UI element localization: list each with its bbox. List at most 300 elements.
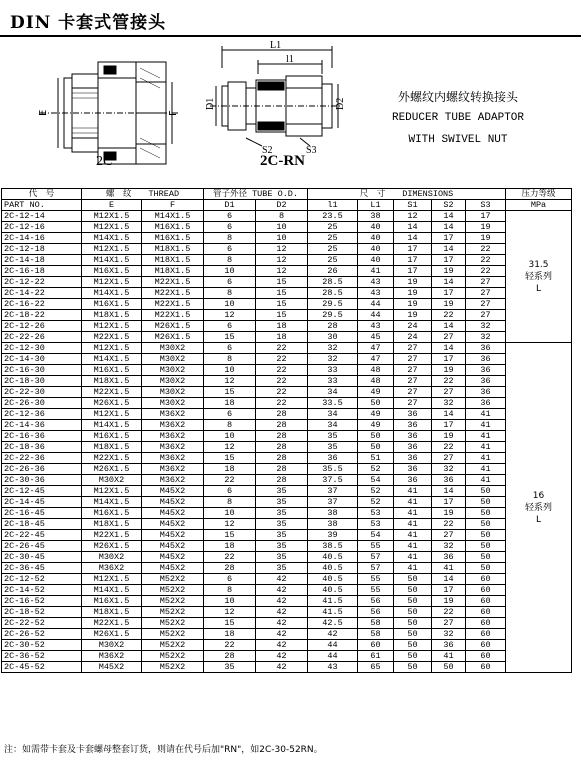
title-divider bbox=[0, 35, 581, 37]
table-cell: M52X2 bbox=[142, 651, 204, 662]
table-cell: 28 bbox=[256, 464, 308, 475]
table-cell: 50 bbox=[394, 629, 432, 640]
table-cell: M18X1.5 bbox=[142, 255, 204, 266]
table-cell: 27 bbox=[466, 299, 506, 310]
table-cell: 2C-12-16 bbox=[2, 222, 82, 233]
table-cell: 36 bbox=[466, 376, 506, 387]
table-cell: 36 bbox=[466, 354, 506, 365]
table-cell: 22 bbox=[256, 365, 308, 376]
table-cell: M30X2 bbox=[82, 552, 142, 563]
table-cell: 36 bbox=[394, 475, 432, 486]
table-row bbox=[2, 563, 572, 574]
table-cell: 36 bbox=[466, 398, 506, 409]
table-cell: 17 bbox=[432, 497, 466, 508]
table-cell: 33.5 bbox=[308, 398, 358, 409]
dim-e-label: E bbox=[38, 109, 49, 116]
table-cell: 34 bbox=[308, 409, 358, 420]
table-row bbox=[2, 453, 572, 464]
header-dimensions: 尺 寸 DIMENSIONS bbox=[308, 189, 506, 200]
table-cell: 42 bbox=[256, 585, 308, 596]
table-cell: 19 bbox=[432, 266, 466, 277]
table-cell: 57 bbox=[358, 552, 394, 563]
table-cell: M26X1.5 bbox=[142, 332, 204, 343]
table-cell: 60 bbox=[466, 618, 506, 629]
table-cell: 41 bbox=[466, 442, 506, 453]
table-row bbox=[2, 596, 572, 607]
table-cell: 38 bbox=[308, 519, 358, 530]
table-cell: 2C-12-14 bbox=[2, 211, 82, 222]
table-cell: 35 bbox=[256, 541, 308, 552]
table-cell: 36 bbox=[394, 442, 432, 453]
table-cell: 18 bbox=[204, 398, 256, 409]
table-cell: 12 bbox=[204, 376, 256, 387]
table-cell: 2C-18-22 bbox=[2, 310, 82, 321]
header-f: F bbox=[142, 200, 204, 211]
table-cell: 2C-14-36 bbox=[2, 420, 82, 431]
header-code: 代 号 bbox=[2, 189, 82, 200]
table-row bbox=[2, 354, 572, 365]
table-cell: M30X2 bbox=[82, 640, 142, 651]
table-cell: 43 bbox=[308, 662, 358, 673]
table-cell: 27 bbox=[394, 343, 432, 354]
table-cell: 6 bbox=[204, 574, 256, 585]
pressure-class-line3: L bbox=[535, 283, 541, 294]
table-cell: 12 bbox=[256, 266, 308, 277]
table-cell: 15 bbox=[204, 332, 256, 343]
table-cell: 50 bbox=[466, 563, 506, 574]
table-cell: M16X1.5 bbox=[82, 431, 142, 442]
table-row bbox=[2, 299, 572, 310]
description-en-line2: WITH SWIVEL NUT bbox=[408, 134, 508, 146]
table-cell: 27 bbox=[466, 277, 506, 288]
table-cell: 32 bbox=[466, 332, 506, 343]
table-cell: 2C-26-30 bbox=[2, 398, 82, 409]
table-cell: 38 bbox=[308, 508, 358, 519]
table-cell: 14 bbox=[432, 574, 466, 585]
table-cell: 37 bbox=[308, 497, 358, 508]
table-cell: 14 bbox=[394, 233, 432, 244]
description-en-line1: REDUCER TUBE ADAPTOR bbox=[391, 112, 525, 124]
table-cell: 8 bbox=[256, 211, 308, 222]
table-cell: 27 bbox=[432, 453, 466, 464]
table-row bbox=[2, 431, 572, 442]
table-cell: 27 bbox=[394, 376, 432, 387]
table-row bbox=[2, 288, 572, 299]
table-cell: 2C-18-36 bbox=[2, 442, 82, 453]
header-s1: S1 bbox=[394, 200, 432, 211]
table-row bbox=[2, 552, 572, 563]
table-cell: 36 bbox=[432, 640, 466, 651]
table-cell: 27 bbox=[432, 387, 466, 398]
table-cell: 35 bbox=[256, 519, 308, 530]
table-cell: 60 bbox=[466, 640, 506, 651]
table-cell: 18 bbox=[204, 629, 256, 640]
table-cell: 2C-12-18 bbox=[2, 244, 82, 255]
table-cell: 22 bbox=[466, 255, 506, 266]
table-cell: M22X1.5 bbox=[82, 618, 142, 629]
table-row bbox=[2, 574, 572, 585]
pressure-class-line1: 16 bbox=[532, 490, 545, 501]
table-cell: M12X1.5 bbox=[82, 244, 142, 255]
table-cell: 25 bbox=[308, 222, 358, 233]
table-cell: 2C-14-18 bbox=[2, 255, 82, 266]
table-cell: 41 bbox=[394, 508, 432, 519]
table-cell: 15 bbox=[204, 453, 256, 464]
table-cell: M30X2 bbox=[142, 398, 204, 409]
table-cell: M18X1.5 bbox=[142, 266, 204, 277]
table-cell: 44 bbox=[358, 299, 394, 310]
table-cell: 32 bbox=[432, 398, 466, 409]
table-cell: 2C-16-22 bbox=[2, 299, 82, 310]
table-cell: M45X2 bbox=[142, 563, 204, 574]
table-cell: 41 bbox=[466, 431, 506, 442]
table-cell: 36 bbox=[432, 475, 466, 486]
table-row bbox=[2, 662, 572, 673]
table-cell: 10 bbox=[204, 365, 256, 376]
table-cell: 2C-26-52 bbox=[2, 629, 82, 640]
table-cell: 25 bbox=[308, 244, 358, 255]
table-cell: 28 bbox=[204, 563, 256, 574]
table-cell: 44 bbox=[308, 640, 358, 651]
table-cell: 35.5 bbox=[308, 464, 358, 475]
table-cell: M52X2 bbox=[142, 662, 204, 673]
table-cell: 42 bbox=[256, 618, 308, 629]
table-cell: 53 bbox=[358, 519, 394, 530]
table-cell: 17 bbox=[432, 354, 466, 365]
table-cell: M14X1.5 bbox=[82, 233, 142, 244]
table-cell: 60 bbox=[466, 607, 506, 618]
table-cell: 36 bbox=[466, 343, 506, 354]
table-cell: M30X2 bbox=[142, 376, 204, 387]
table-cell: 50 bbox=[466, 530, 506, 541]
table-cell: M52X2 bbox=[142, 585, 204, 596]
table-row bbox=[2, 607, 572, 618]
table-cell: 52 bbox=[358, 486, 394, 497]
table-cell: 40.5 bbox=[308, 563, 358, 574]
table-cell: 19 bbox=[432, 596, 466, 607]
table-cell: 65 bbox=[358, 662, 394, 673]
table-row bbox=[2, 233, 572, 244]
table-cell: 2C-18-52 bbox=[2, 607, 82, 618]
table-cell: M16X1.5 bbox=[82, 596, 142, 607]
table-cell: M12X1.5 bbox=[82, 486, 142, 497]
dim-f-label: F bbox=[168, 110, 179, 116]
table-cell: 53 bbox=[358, 508, 394, 519]
table-cell: 44 bbox=[358, 310, 394, 321]
table-cell: 36 bbox=[394, 431, 432, 442]
table-cell: 10 bbox=[256, 233, 308, 244]
table-cell: M30X2 bbox=[82, 475, 142, 486]
table-cell: 19 bbox=[432, 431, 466, 442]
table-cell: M18X1.5 bbox=[82, 519, 142, 530]
table-cell: 12 bbox=[204, 442, 256, 453]
table-cell: 6 bbox=[204, 409, 256, 420]
table-cell: 22 bbox=[432, 607, 466, 618]
table-cell: 17 bbox=[432, 288, 466, 299]
table-cell: 17 bbox=[466, 211, 506, 222]
table-cell: 36 bbox=[394, 453, 432, 464]
table-cell: 41 bbox=[394, 552, 432, 563]
table-cell: M36X2 bbox=[142, 453, 204, 464]
table-cell: 27 bbox=[394, 354, 432, 365]
table-cell: 28 bbox=[308, 321, 358, 332]
table-cell: 40.5 bbox=[308, 574, 358, 585]
table-cell: 42 bbox=[256, 629, 308, 640]
table-cell: 2C-30-52 bbox=[2, 640, 82, 651]
pressure-class-line1: 31.5 bbox=[528, 259, 549, 270]
table-cell: 36 bbox=[308, 453, 358, 464]
pressure-class-line2: 轻系列 bbox=[524, 502, 552, 513]
table-cell: 29.5 bbox=[308, 299, 358, 310]
pressure-class-cell bbox=[506, 343, 572, 673]
table-cell: 50 bbox=[394, 574, 432, 585]
table-cell: 10 bbox=[204, 431, 256, 442]
drawing-2crn bbox=[210, 46, 340, 146]
table-cell: M30X2 bbox=[142, 354, 204, 365]
table-row bbox=[2, 387, 572, 398]
header-pressure: 压力等级 bbox=[506, 189, 572, 200]
table-cell: M22X1.5 bbox=[142, 277, 204, 288]
table-cell: 2C-22-45 bbox=[2, 530, 82, 541]
table-cell: 8 bbox=[204, 420, 256, 431]
header-row-2 bbox=[2, 200, 572, 211]
table-cell: M12X1.5 bbox=[82, 409, 142, 420]
table-cell: M12X1.5 bbox=[82, 321, 142, 332]
table-cell: 41 bbox=[394, 563, 432, 574]
table-cell: M22X1.5 bbox=[142, 299, 204, 310]
table-cell: 41 bbox=[432, 651, 466, 662]
table-cell: 60 bbox=[466, 629, 506, 640]
table-cell: 56 bbox=[358, 607, 394, 618]
table-cell: 27 bbox=[466, 310, 506, 321]
table-cell: 22 bbox=[204, 552, 256, 563]
table-cell: 38.5 bbox=[308, 541, 358, 552]
table-cell: M14X1.5 bbox=[82, 497, 142, 508]
dim-s2-label: S2 bbox=[262, 145, 273, 156]
table-row bbox=[2, 629, 572, 640]
table-cell: 36 bbox=[394, 464, 432, 475]
table-cell: 17 bbox=[432, 585, 466, 596]
table-cell: 58 bbox=[358, 618, 394, 629]
table-cell: 6 bbox=[204, 321, 256, 332]
table-row bbox=[2, 409, 572, 420]
header-l1: L1 bbox=[358, 200, 394, 211]
table-cell: M45X2 bbox=[142, 497, 204, 508]
table-cell: 19 bbox=[432, 299, 466, 310]
table-row bbox=[2, 321, 572, 332]
table-cell: 2C-16-18 bbox=[2, 266, 82, 277]
table-cell: 6 bbox=[204, 244, 256, 255]
table-cell: M26X1.5 bbox=[82, 464, 142, 475]
table-cell: 28 bbox=[256, 420, 308, 431]
header-s2: S2 bbox=[432, 200, 466, 211]
table-row bbox=[2, 332, 572, 343]
table-cell: M36X2 bbox=[142, 409, 204, 420]
table-cell: 43 bbox=[358, 288, 394, 299]
table-cell: 58 bbox=[358, 629, 394, 640]
table-cell: 22 bbox=[256, 387, 308, 398]
table-cell: 2C-30-36 bbox=[2, 475, 82, 486]
table-cell: 42 bbox=[256, 607, 308, 618]
table-cell: 41 bbox=[394, 486, 432, 497]
table-cell: 28.5 bbox=[308, 277, 358, 288]
table-cell: M22X1.5 bbox=[82, 387, 142, 398]
table-cell: 22 bbox=[432, 519, 466, 530]
table-cell: 41.5 bbox=[308, 596, 358, 607]
table-cell: 40.5 bbox=[308, 552, 358, 563]
table-cell: M52X2 bbox=[142, 629, 204, 640]
table-cell: 19 bbox=[466, 222, 506, 233]
table-row bbox=[2, 277, 572, 288]
table-cell: 17 bbox=[394, 255, 432, 266]
table-cell: 22 bbox=[256, 398, 308, 409]
table-cell: 2C-26-45 bbox=[2, 541, 82, 552]
table-cell: M18X1.5 bbox=[82, 607, 142, 618]
table-cell: 61 bbox=[358, 651, 394, 662]
table-cell: M18X1.5 bbox=[82, 310, 142, 321]
table-cell: M26X1.5 bbox=[142, 321, 204, 332]
table-cell: M14X1.5 bbox=[82, 288, 142, 299]
table-cell: M45X2 bbox=[142, 508, 204, 519]
table-cell: 50 bbox=[394, 596, 432, 607]
table-row bbox=[2, 343, 572, 354]
table-cell: 50 bbox=[394, 662, 432, 673]
table-cell: 6 bbox=[204, 222, 256, 233]
table-cell: M14X1.5 bbox=[82, 420, 142, 431]
table-cell: 17 bbox=[394, 244, 432, 255]
table-cell: M22X1.5 bbox=[142, 288, 204, 299]
table-cell: M16X1.5 bbox=[142, 222, 204, 233]
table-cell: 32 bbox=[466, 321, 506, 332]
table-cell: 50 bbox=[394, 607, 432, 618]
table-cell: 60 bbox=[466, 662, 506, 673]
table-cell: M16X1.5 bbox=[82, 365, 142, 376]
table-cell: 24 bbox=[394, 321, 432, 332]
table-cell: 50 bbox=[466, 486, 506, 497]
table-cell: 8 bbox=[204, 585, 256, 596]
label-2c: 2C bbox=[96, 154, 113, 169]
table-cell: 35 bbox=[308, 442, 358, 453]
table-cell: 50 bbox=[394, 618, 432, 629]
table-cell: 60 bbox=[358, 640, 394, 651]
table-cell: 42 bbox=[256, 574, 308, 585]
table-cell: 14 bbox=[432, 222, 466, 233]
table-cell: 50 bbox=[466, 541, 506, 552]
table-cell: 36 bbox=[394, 409, 432, 420]
table-cell: 41 bbox=[394, 530, 432, 541]
table-cell: 19 bbox=[394, 299, 432, 310]
table-cell: 36 bbox=[394, 420, 432, 431]
table-cell: 28.5 bbox=[308, 288, 358, 299]
table-cell: 2C-14-16 bbox=[2, 233, 82, 244]
table-cell: 15 bbox=[204, 530, 256, 541]
table-cell: 36 bbox=[432, 552, 466, 563]
table-row bbox=[2, 508, 572, 519]
table-cell: M52X2 bbox=[142, 607, 204, 618]
table-cell: 55 bbox=[358, 585, 394, 596]
table-cell: 41 bbox=[466, 453, 506, 464]
table-cell: 38 bbox=[358, 211, 394, 222]
table-row bbox=[2, 211, 572, 222]
table-cell: 15 bbox=[256, 299, 308, 310]
table-cell: 22 bbox=[256, 354, 308, 365]
table-cell: M12X1.5 bbox=[82, 211, 142, 222]
table-cell: 2C-45-52 bbox=[2, 662, 82, 673]
table-cell: 8 bbox=[204, 354, 256, 365]
table-cell: 40 bbox=[358, 222, 394, 233]
table-cell: M36X2 bbox=[142, 475, 204, 486]
table-cell: 10 bbox=[204, 299, 256, 310]
table-cell: M26X1.5 bbox=[82, 398, 142, 409]
table-cell: 35 bbox=[256, 563, 308, 574]
table-cell: 40.5 bbox=[308, 585, 358, 596]
table-row bbox=[2, 497, 572, 508]
description-cn: 外螺纹内螺纹转换接头 bbox=[397, 90, 518, 104]
table-cell: M45X2 bbox=[142, 552, 204, 563]
pressure-class-line3: L bbox=[535, 514, 541, 525]
table-cell: 15 bbox=[256, 288, 308, 299]
table-cell: M16X1.5 bbox=[82, 508, 142, 519]
table-cell: 40 bbox=[358, 233, 394, 244]
table-cell: 2C-36-52 bbox=[2, 651, 82, 662]
table-cell: 35 bbox=[256, 530, 308, 541]
table-cell: M14X1.5 bbox=[142, 211, 204, 222]
header-thread: 螺 纹 THREAD bbox=[82, 189, 204, 200]
table-cell: M22X1.5 bbox=[82, 453, 142, 464]
table-cell: 18 bbox=[204, 541, 256, 552]
header-d1: D1 bbox=[204, 200, 256, 211]
table-cell: 42.5 bbox=[308, 618, 358, 629]
table-cell: 22 bbox=[204, 640, 256, 651]
table-row bbox=[2, 618, 572, 629]
table-cell: 2C-22-30 bbox=[2, 387, 82, 398]
table-cell: 2C-14-45 bbox=[2, 497, 82, 508]
table-cell: 27 bbox=[394, 365, 432, 376]
table-cell: 18 bbox=[256, 321, 308, 332]
table-cell: 29.5 bbox=[308, 310, 358, 321]
table-cell: M12X1.5 bbox=[82, 277, 142, 288]
table-cell: 33 bbox=[308, 376, 358, 387]
table-cell: 25 bbox=[308, 233, 358, 244]
table-row bbox=[2, 442, 572, 453]
table-cell: 14 bbox=[394, 222, 432, 233]
table-cell: 12 bbox=[394, 211, 432, 222]
table-cell: 32 bbox=[308, 343, 358, 354]
table-cell: 32 bbox=[308, 354, 358, 365]
table-cell: 2C-14-52 bbox=[2, 585, 82, 596]
table-cell: 17 bbox=[432, 233, 466, 244]
table-cell: 6 bbox=[204, 486, 256, 497]
table-cell: 55 bbox=[358, 541, 394, 552]
table-cell: M36X2 bbox=[142, 442, 204, 453]
table-cell: M26X1.5 bbox=[82, 541, 142, 552]
table-cell: 37 bbox=[308, 486, 358, 497]
table-cell: M18X1.5 bbox=[82, 442, 142, 453]
table-cell: 10 bbox=[204, 266, 256, 277]
table-cell: 2C-22-36 bbox=[2, 453, 82, 464]
table-cell: 2C-14-30 bbox=[2, 354, 82, 365]
table-cell: 50 bbox=[466, 508, 506, 519]
table-cell: 14 bbox=[432, 244, 466, 255]
table-cell: M52X2 bbox=[142, 618, 204, 629]
table-cell: 2C-18-30 bbox=[2, 376, 82, 387]
table-cell: 42 bbox=[308, 629, 358, 640]
table-cell: 19 bbox=[394, 288, 432, 299]
table-cell: 10 bbox=[256, 222, 308, 233]
table-cell: 50 bbox=[358, 398, 394, 409]
table-cell: M52X2 bbox=[142, 596, 204, 607]
table-cell: 2C-16-30 bbox=[2, 365, 82, 376]
